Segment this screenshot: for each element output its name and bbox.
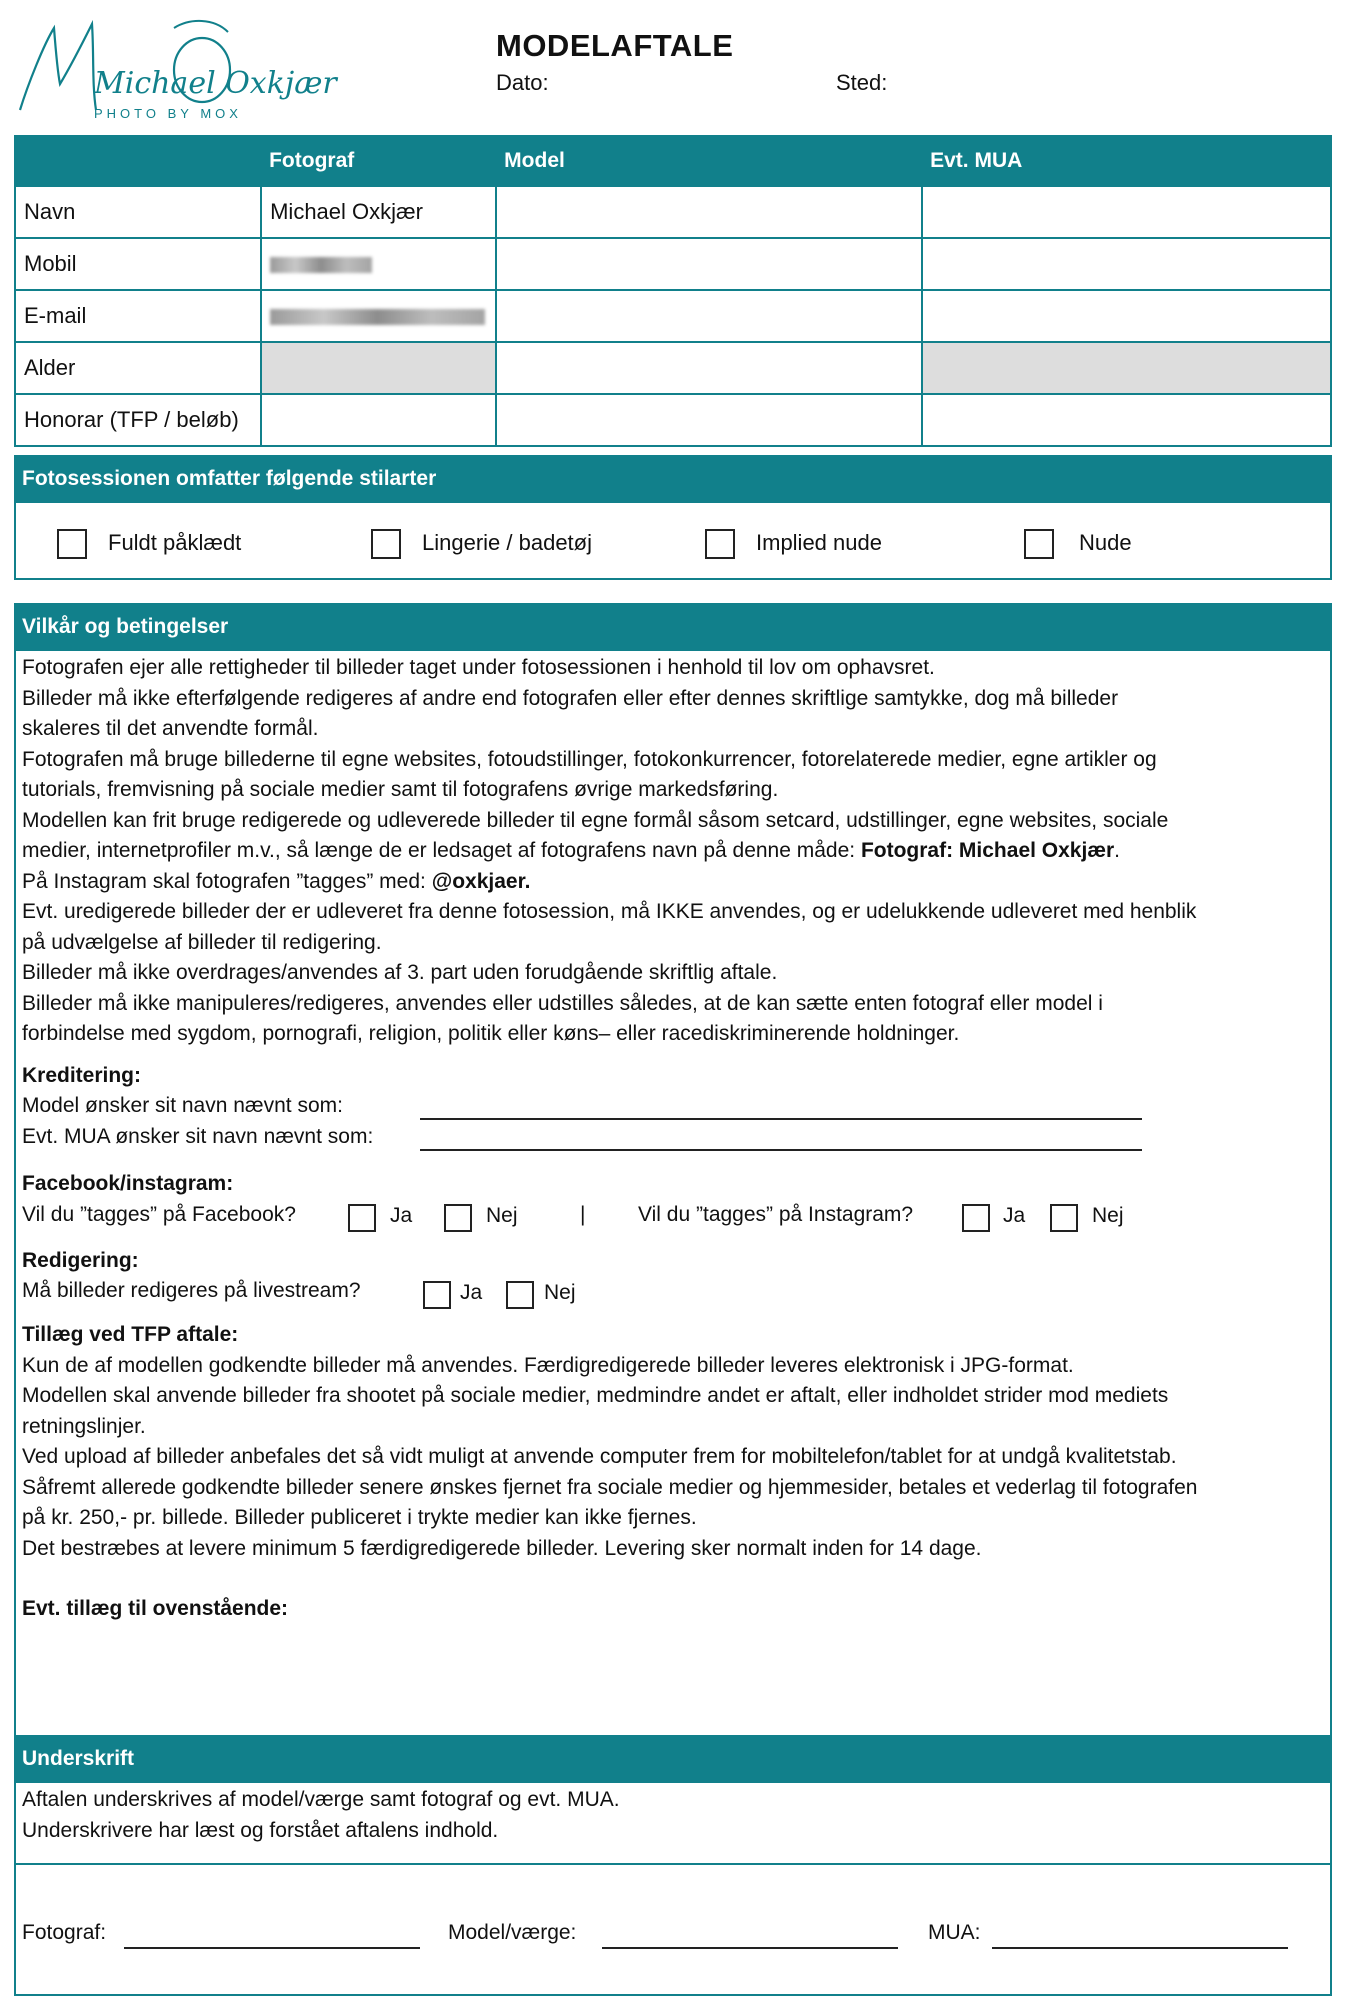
addendum-heading: Evt. tillæg til ovenstående: xyxy=(22,1597,289,1620)
terms-line: Fotografen ejer alle rettigheder til billeder taget under fotosessionen i henhold til lov om ophavsret. xyxy=(22,656,935,679)
tfp-line: Såfremt allerede godkendte billeder senere ønskes fjernet fra sociale medier og hjemmesider, betales et vederlag til fotografen xyxy=(22,1476,1198,1499)
model-credit-input[interactable] xyxy=(420,1094,1142,1120)
tfp-heading: Tillæg ved TFP aftale: xyxy=(22,1323,239,1346)
instagram-yes-checkbox[interactable] xyxy=(962,1204,990,1232)
kreditering-heading: Kreditering: xyxy=(22,1064,142,1087)
header-fotograf: Fotograf xyxy=(261,136,496,186)
row-label: Honorar (TFP / beløb) xyxy=(15,394,261,446)
place-label: Sted: xyxy=(836,70,888,95)
signature-line: Underskrivere har læst og forstået aftalens indhold. xyxy=(22,1819,499,1842)
signature-section-title: Underskrift xyxy=(14,1735,1332,1783)
mua-age-cell xyxy=(922,342,1331,394)
mua-credit-input[interactable] xyxy=(420,1125,1142,1151)
instagram-handle: @oxkjaer. xyxy=(431,870,531,893)
terms-line xyxy=(22,839,1120,863)
fotograf-age-cell xyxy=(261,342,496,394)
row-label: E-mail xyxy=(15,290,261,342)
header-mua: Evt. MUA xyxy=(922,136,1331,186)
mua-mobile-field[interactable] xyxy=(922,238,1331,290)
instagram-yes-label: Ja xyxy=(1003,1204,1026,1227)
terms-section-title: Vilkår og betingelser xyxy=(14,603,1332,651)
livestream-no-label: Nej xyxy=(544,1281,576,1304)
facebook-question: Vil du ”tagges” på Facebook? xyxy=(22,1203,296,1226)
tfp-line: på kr. 250,- pr. billede. Billeder publiceret i trykte medier kan ikke fjernes. xyxy=(22,1506,697,1529)
model-signature-label: Model/værge: xyxy=(448,1921,577,1944)
mua-name-field[interactable] xyxy=(922,186,1331,238)
mua-signature-field[interactable] xyxy=(992,1921,1288,1949)
header-model: Model xyxy=(496,136,922,186)
terms-line: forbindelse med sygdom, pornografi, religion, politik eller køns– eller racediskriminerende holdninger. xyxy=(22,1022,960,1045)
mua-email-field[interactable] xyxy=(922,290,1331,342)
table-row xyxy=(15,186,1331,238)
row-label: Alder xyxy=(15,342,261,394)
terms-line: Billeder må ikke manipuleres/redigeres, anvendes eller udstilles således, at de kan sætte enten fotograf eller model i xyxy=(22,992,1103,1015)
terms-line: Modellen kan frit bruge redigerede og udleverede billeder til egne formål såsom setcard, udstillinger, egne websites, sociale xyxy=(22,809,1169,832)
fotograf-signature-field[interactable] xyxy=(124,1921,420,1949)
instagram-no-label: Nej xyxy=(1092,1204,1124,1227)
fotograf-fee-field[interactable] xyxy=(261,394,496,446)
tfp-line: Modellen skal anvende billeder fra shootet på sociale medier, medmindre andet er aftalt, eller indholdet strider mod mediets xyxy=(22,1384,1169,1407)
redigering-question: Må billeder redigeres på livestream? xyxy=(22,1279,361,1302)
fotograf-email-cell xyxy=(261,290,496,342)
style-checkbox-fuldt[interactable] xyxy=(57,529,87,559)
terms-text: . xyxy=(1114,839,1121,862)
model-name-field[interactable] xyxy=(496,186,922,238)
model-age-field[interactable] xyxy=(496,342,922,394)
redigering-heading: Redigering: xyxy=(22,1249,139,1272)
terms-line xyxy=(22,870,530,894)
style-label-implied: Implied nude xyxy=(756,530,882,555)
fotograf-signature-label: Fotograf: xyxy=(22,1921,107,1944)
party-table-header xyxy=(15,136,1331,186)
style-label-lingerie: Lingerie / badetøj xyxy=(422,530,592,555)
facebook-yes-label: Ja xyxy=(390,1204,413,1227)
facebook-yes-checkbox[interactable] xyxy=(348,1204,376,1232)
tfp-line: Ved upload af billeder anbefales det så vidt muligt at anvende computer frem for mobiltelefon/tablet for at undgå kvalitetstab. xyxy=(22,1445,1177,1468)
credit-format: Fotograf: Michael Oxkjær xyxy=(860,839,1115,862)
instagram-no-checkbox[interactable] xyxy=(1050,1204,1078,1232)
row-label: Navn xyxy=(15,186,261,238)
tfp-line: Kun de af modellen godkendte billeder må anvendes. Færdigredigerede billeder leveres elektronisk i JPG-format. xyxy=(22,1354,1074,1377)
table-row xyxy=(15,342,1331,394)
document-title: MODELAFTALE xyxy=(496,28,734,63)
table-row xyxy=(15,394,1331,446)
terms-line: Billeder må ikke overdrages/anvendes af 3. part uden forudgående skriftlig aftale. xyxy=(22,961,778,984)
brand-logo xyxy=(14,14,337,124)
style-checkbox-lingerie[interactable] xyxy=(371,529,401,559)
table-row xyxy=(15,290,1331,342)
facebook-no-checkbox[interactable] xyxy=(444,1204,472,1232)
kreditering-mua-label: Evt. MUA ønsker sit navn nævnt som: xyxy=(22,1125,374,1148)
model-mobile-field[interactable] xyxy=(496,238,922,290)
kreditering-model-label: Model ønsker sit navn nævnt som: xyxy=(22,1094,343,1117)
instagram-question: Vil du ”tagges” på Instagram? xyxy=(638,1203,914,1226)
style-checkbox-implied[interactable] xyxy=(705,529,735,559)
terms-line: skaleres til det anvendte formål. xyxy=(22,717,319,740)
terms-line: Billeder må ikke efterfølgende redigeres af andre end fotografen eller efter dennes skriftlige samtykke, dog må billeder xyxy=(22,687,1119,710)
livestream-yes-checkbox[interactable] xyxy=(423,1281,451,1309)
model-fee-field[interactable] xyxy=(496,394,922,446)
addendum-field[interactable] xyxy=(22,1630,1322,1730)
model-email-field[interactable] xyxy=(496,290,922,342)
livestream-yes-label: Ja xyxy=(460,1281,483,1304)
social-heading: Facebook/instagram: xyxy=(22,1172,234,1195)
logo-tagline: PHOTO BY MOX xyxy=(94,106,242,121)
style-label-nude: Nude xyxy=(1079,530,1132,555)
row-label: Mobil xyxy=(15,238,261,290)
terms-line: tutorials, fremvisning på sociale medier samt til fotografens øvrige markedsføring. xyxy=(22,778,779,801)
terms-line: Fotografen må bruge billederne til egne websites, fotoudstillinger, fotokonkurrencer, fotorelaterede medier, egne artikler og xyxy=(22,748,1157,771)
styles-section-title: Fotosessionen omfatter følgende stilarter xyxy=(14,455,1332,503)
table-row xyxy=(15,238,1331,290)
style-label-fuldt: Fuldt påklædt xyxy=(108,530,242,555)
logo-name: Michael Oxkjær xyxy=(94,66,337,101)
terms-text: På Instagram skal fotografen ”tagges” med: xyxy=(22,870,432,893)
redacted-phone xyxy=(270,257,372,273)
mua-signature-label: MUA: xyxy=(928,1921,981,1944)
terms-line: Evt. uredigerede billeder der er udleveret fra denne fotosession, må IKKE anvendes, og er udelukkende udleveret med henblik xyxy=(22,900,1197,923)
tfp-line: Det bestræbes at levere minimum 5 færdigredigerede billeder. Levering sker normalt inden for 14 dage. xyxy=(22,1537,982,1560)
date-label: Dato: xyxy=(496,70,549,95)
tfp-line: retningslinjer. xyxy=(22,1415,146,1438)
livestream-no-checkbox[interactable] xyxy=(506,1281,534,1309)
redacted-email xyxy=(270,309,485,325)
party-table xyxy=(14,135,1332,447)
facebook-no-label: Nej xyxy=(486,1204,518,1227)
fotograf-name-cell: Michael Oxkjær xyxy=(261,186,496,238)
fotograf-mobile-cell xyxy=(261,238,496,290)
terms-text: medier, internetprofiler m.v., så længe de er ledsaget af fotografens navn på denne måde: xyxy=(22,839,861,862)
signature-line: Aftalen underskrives af model/værge samt fotograf og evt. MUA. xyxy=(22,1788,620,1811)
separator: | xyxy=(580,1203,586,1226)
header-empty xyxy=(15,136,261,186)
model-signature-field[interactable] xyxy=(602,1921,898,1949)
mua-fee-field[interactable] xyxy=(922,394,1331,446)
terms-line: på udvælgelse af billeder til redigering. xyxy=(22,931,382,954)
style-checkbox-nude[interactable] xyxy=(1024,529,1054,559)
